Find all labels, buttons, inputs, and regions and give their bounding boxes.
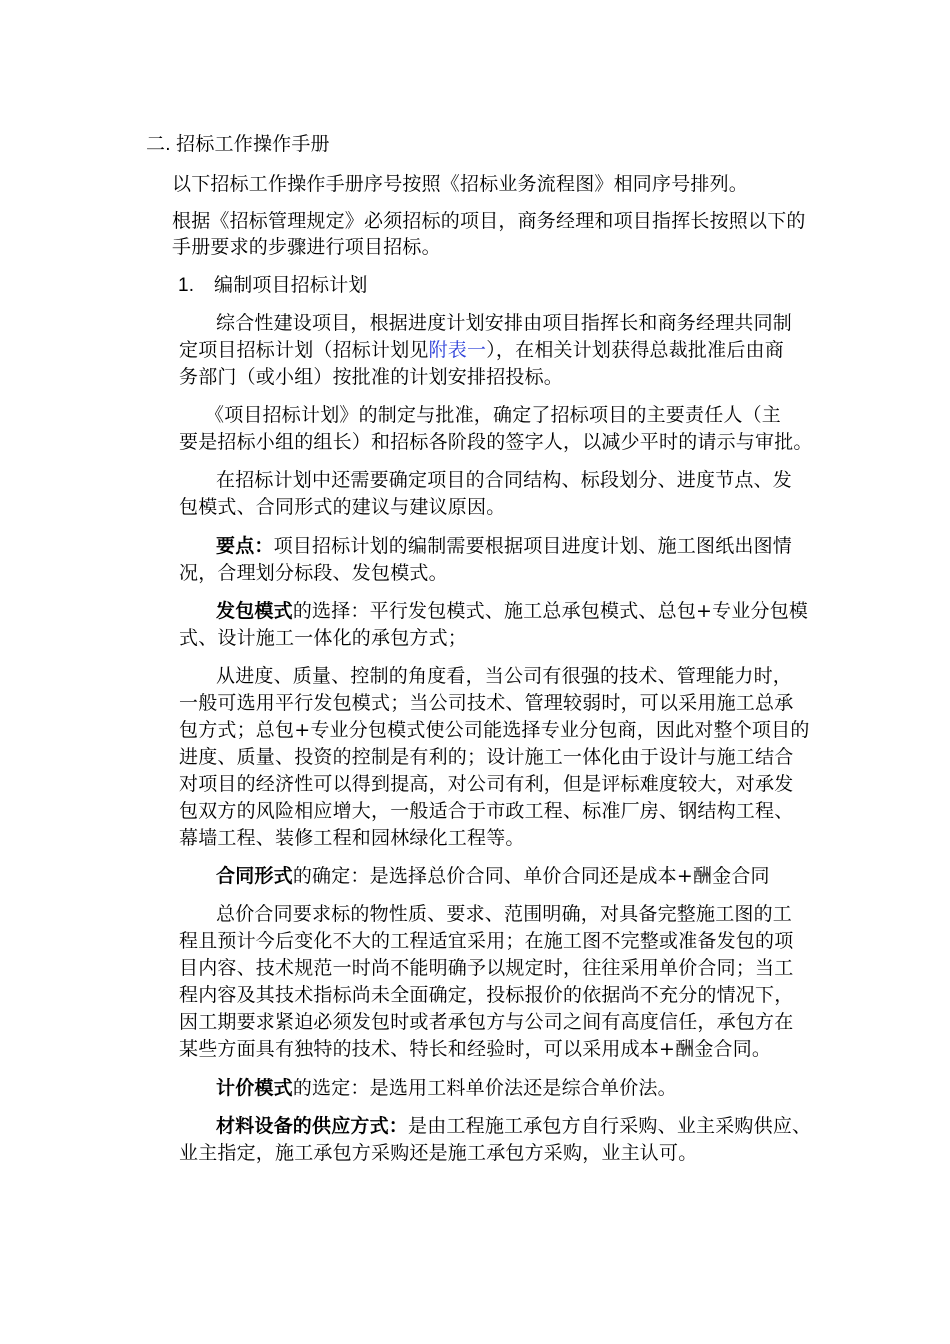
p3-line2: 包模式、合同形式的建议与建议原因。	[179, 496, 506, 518]
p10-line1	[216, 1112, 811, 1141]
p6-line1: 从进度、质量、控制的角度看，当公司有很强的技术、管理能力时，	[216, 665, 793, 687]
p8-line5: 因工期要求紧迫必须发包时或者承包方与公司之间有高度信任，承包方在	[179, 1011, 794, 1033]
p6-line4: 进度、质量、投资的控制是有利的；设计施工一体化由于设计与施工结合	[179, 746, 794, 768]
rule-line-1: 根据《招标管理规定》必须招标的项目，商务经理和项目指挥长按照以下的	[172, 211, 806, 232]
p10-label: 材料设备的供应方式：	[216, 1116, 409, 1137]
p3-line1: 在招标计划中还需要确定项目的合同结构、标段划分、进度节点、发	[216, 469, 793, 491]
p6-line3: 包方式；总包+专业分包模式使公司能选择专业分包商，因此对整个项目的	[179, 719, 810, 741]
p7-line1	[216, 862, 770, 891]
rule-line-2: 手册要求的步骤进行项目招标。	[172, 237, 441, 258]
item-number: 1.	[178, 275, 195, 296]
item-title: 编制项目招标计划	[214, 275, 368, 296]
p1-line2-b: ），在相关计划获得总裁批准后由商	[486, 339, 784, 361]
p4-line2: 况，合理划分标段、发包模式。	[179, 562, 448, 584]
p9-line1-text: 的选定：是选用工料单价法还是综合单价法。	[292, 1077, 677, 1099]
p5-label: 发包模式	[216, 601, 293, 622]
p5-line1-text: 的选择：平行发包模式、施工总承包模式、总包+专业分包模	[292, 600, 809, 622]
p6-line5: 对项目的经济性可以得到提高，对公司有利，但是评标难度较大，对承发	[179, 773, 794, 795]
section-title: 二. 招标工作操作手册	[146, 134, 330, 155]
p6-line2: 一般可选用平行发包模式；当公司技术、管理较弱时，可以采用施工总承	[179, 692, 794, 714]
p4-label: 要点：	[216, 536, 274, 557]
appendix-1-link[interactable]: 附表一	[428, 339, 487, 361]
p1-line1: 综合性建设项目，根据进度计划安排由项目指挥长和商务经理共同制	[216, 312, 793, 334]
p1-line2	[179, 336, 784, 364]
p2-line2: 要是招标小组的组长）和招标各阶段的签字人，以减少平时的请示与审批。	[179, 431, 813, 453]
p1-line3: 务部门（或小组）按批准的计划安排招投标。	[179, 366, 564, 388]
p7-label: 合同形式	[216, 866, 293, 887]
p8-line2: 程且预计今后变化不大的工程适宜采用；在施工图不完整或准备发包的项	[179, 930, 794, 952]
p4-line1-text: 项目招标计划的编制需要根据项目进度计划、施工图纸出图情	[273, 535, 793, 557]
p1-line2-a: 定项目招标计划（招标计划见	[179, 339, 429, 361]
p8-line1: 总价合同要求标的物性质、要求、范围明确，对具备完整施工图的工	[216, 903, 793, 925]
p2-line1: 《项目招标计划》的制定与批准，确定了招标项目的主要责任人（主	[205, 404, 782, 426]
p8-line3: 目内容、技术规范一时尚不能明确予以规定时，往往采用单价合同；当工	[179, 957, 794, 979]
p5-line2: 式、设计施工一体化的承包方式；	[179, 627, 468, 649]
p10-line2: 业主指定，施工承包方采购还是施工承包方采购，业主认可。	[179, 1142, 698, 1164]
p10-line1-text: 是由工程施工承包方自行采购、业主采购供应、	[408, 1115, 812, 1137]
p9-line1	[216, 1074, 677, 1103]
intro-line: 以下招标工作操作手册序号按照《招标业务流程图》相同序号排列。	[172, 174, 749, 195]
p9-label: 计价模式	[216, 1078, 293, 1099]
p8-line6: 某些方面具有独特的技术、特长和经验时，可以采用成本+酬金合同。	[179, 1038, 772, 1060]
p8-line4: 程内容及其技术指标尚未全面确定，投标报价的依据尚不充分的情况下，	[179, 984, 794, 1006]
p5-line1	[216, 597, 808, 626]
p4-line1	[216, 532, 792, 561]
p7-line1-text: 的确定：是选择总价合同、单价合同还是成本+酬金合同	[292, 865, 770, 887]
p6-line7: 幕墙工程、装修工程和园林绿化工程等。	[179, 827, 525, 849]
p6-line6: 包双方的风险相应增大，一般适合于市政工程、标准厂房、钢结构工程、	[179, 800, 794, 822]
